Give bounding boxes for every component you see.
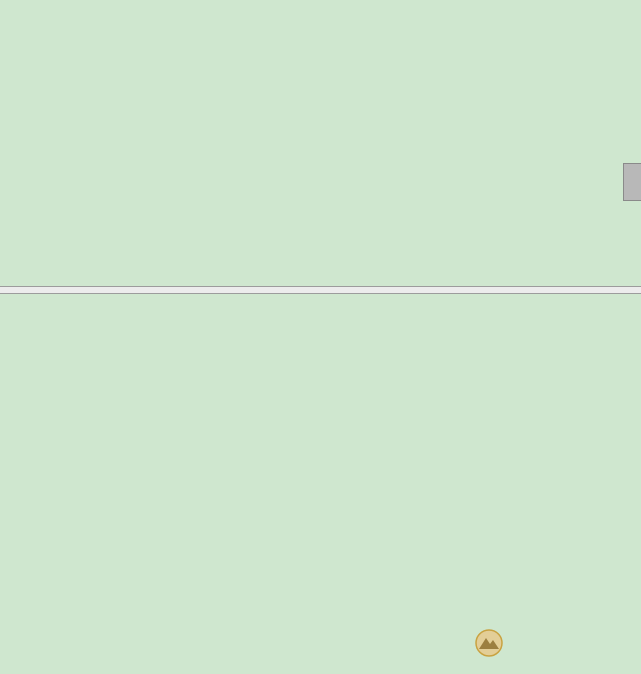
table-move-handle-icon[interactable] [0, 70, 10, 82]
watermark [470, 622, 640, 672]
scroll-right-arrow-icon[interactable] [623, 163, 641, 201]
watermark-logo-icon [474, 628, 504, 658]
page-break-separator [0, 286, 641, 294]
